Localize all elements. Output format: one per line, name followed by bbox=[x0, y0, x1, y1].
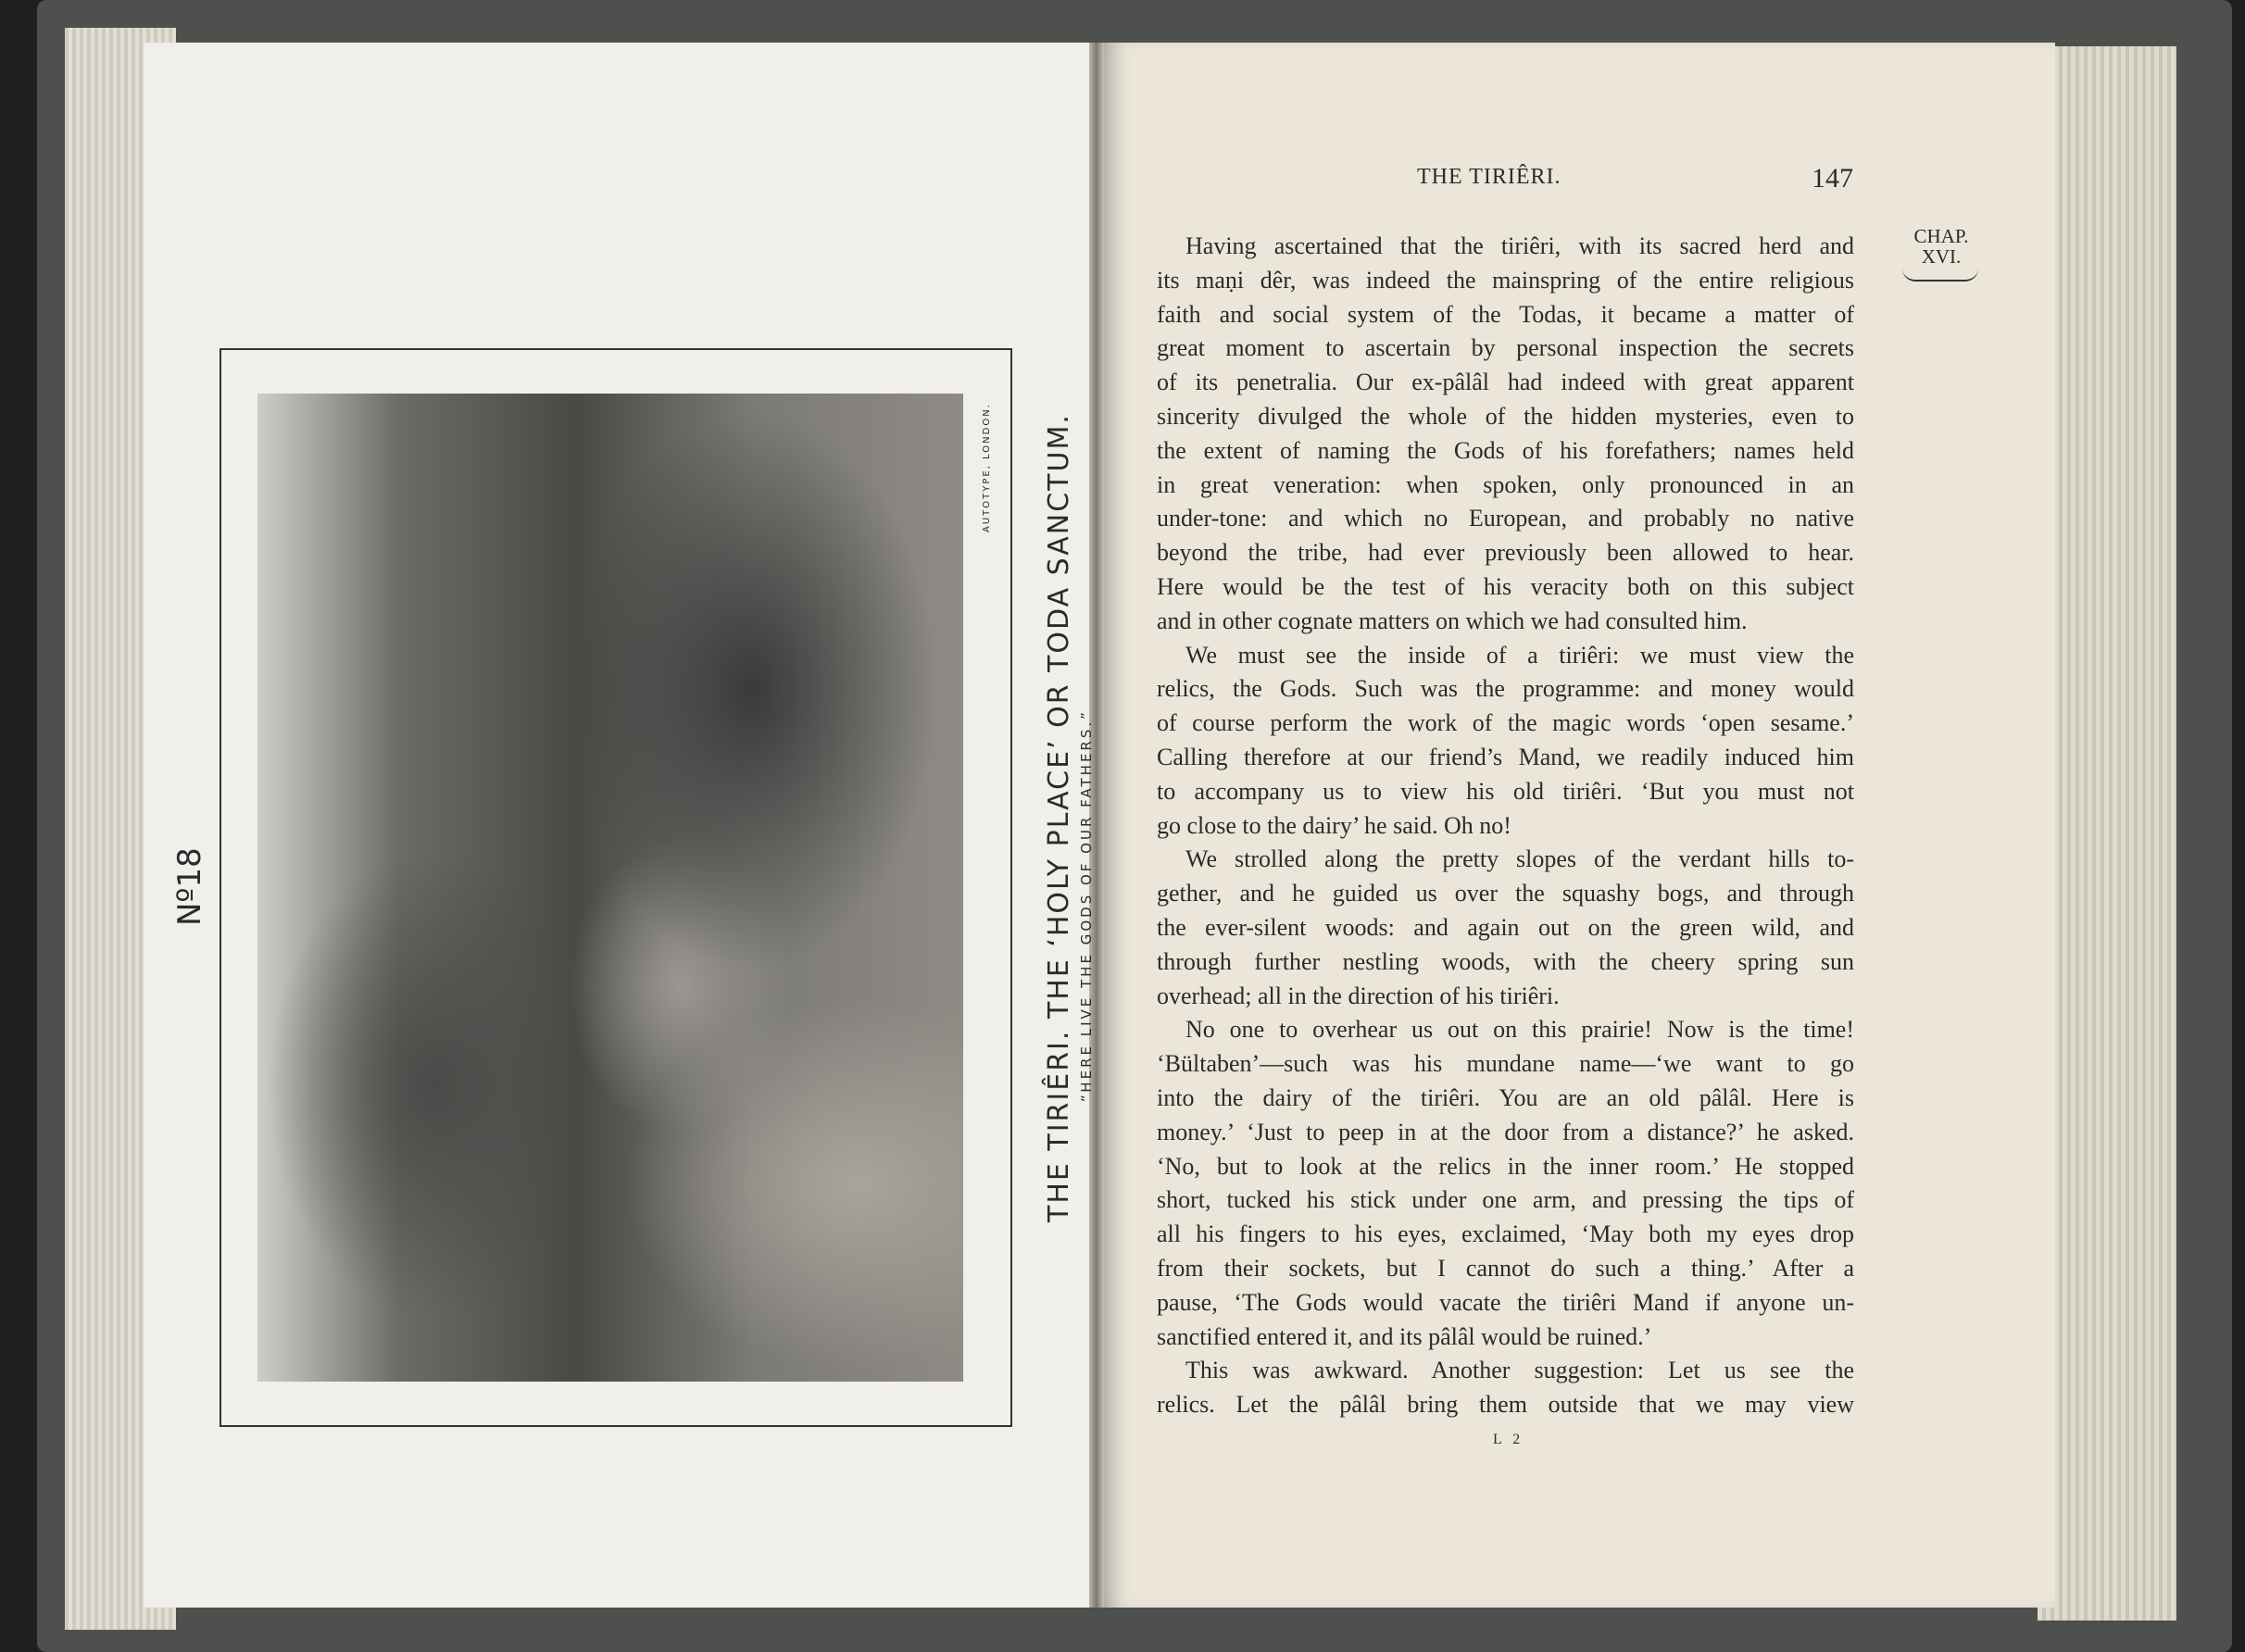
text-line: go close to the dairy’ he said. Oh no! bbox=[1157, 811, 1511, 839]
text-line: money.’ ‘Just to peep in at the door from a distance?’ he asked. bbox=[1157, 1118, 1854, 1145]
page-edges-right bbox=[2038, 46, 2176, 1621]
printer-signature: L 2 bbox=[1493, 1432, 1524, 1447]
text-line: under-tone: and which no European, and probably no native bbox=[1157, 505, 1854, 532]
text-line: great moment to ascertain by personal inspection the secrets bbox=[1157, 334, 1854, 362]
brace-mark bbox=[1902, 269, 1978, 282]
margin-note-chap: CHAP. bbox=[1913, 225, 1969, 247]
text-line: We strolled along the pretty slopes of the verdant hills to- bbox=[1185, 845, 1854, 873]
text-line: We must see the inside of a tiriêri: we must view the bbox=[1185, 641, 1854, 669]
text-line: the extent of naming the Gods of his forefathers; names held bbox=[1157, 436, 1854, 464]
text-line: Here would be the test of his veracity both on this subject bbox=[1157, 572, 1854, 600]
plate-subcaption: “HERE LIVE THE GODS OF OUR FATHERS.” bbox=[1078, 709, 1095, 1102]
text-line: No one to overhear us out on this prairie! Now is the time! bbox=[1185, 1016, 1854, 1044]
text-line: in great veneration: when spoken, only pronounced in an bbox=[1157, 470, 1854, 498]
plate-photograph bbox=[257, 394, 963, 1382]
running-head: THE TIRIÊRI. bbox=[1417, 165, 1561, 189]
text-line: This was awkward. Another suggestion: Let us see the bbox=[1185, 1357, 1854, 1384]
text-line: from their sockets, but I cannot do such a thing.’ After a bbox=[1157, 1254, 1854, 1282]
text-line: of its penetralia. Our ex-pâlâl had indeed with great apparent bbox=[1157, 369, 1854, 396]
plate-number: Nº18 bbox=[171, 847, 208, 926]
text-line: short, tucked his stick under one arm, and pressing the tips of bbox=[1157, 1186, 1854, 1214]
text-line: to accompany us to view his old tiriêri. ‘But you must not bbox=[1157, 777, 1854, 805]
text-line: all his fingers to his eyes, exclaimed, ‘May both my eyes drop bbox=[1157, 1220, 1854, 1248]
text-line: sanctified entered it, and its pâlâl would be ruined.’ bbox=[1157, 1322, 1652, 1350]
text-line: Having ascertained that the tiriêri, with its sacred herd and bbox=[1185, 232, 1854, 259]
margin-note bbox=[1904, 226, 1978, 267]
text-line: sincerity divulged the whole of the hidden mysteries, even to bbox=[1157, 402, 1854, 430]
text-line: into the dairy of the tiriêri. You are an old pâlâl. Here is bbox=[1157, 1083, 1854, 1111]
text-line: and in other cognate matters on which we had consulted him. bbox=[1157, 607, 1748, 634]
body-text bbox=[1157, 230, 1854, 1422]
text-line: faith and social system of the Todas, it became a matter of bbox=[1157, 300, 1854, 328]
text-line: through further nestling woods, with the cheery spring sun bbox=[1157, 947, 1854, 975]
text-line: Calling therefore at our friend’s Mand, we readily induced him bbox=[1157, 743, 1854, 770]
plate-caption: THE TIRIÊRI. THE ‘HOLY PLACE’ OR TODA SANCTUM. bbox=[1043, 413, 1075, 1222]
text-line: ‘Bültaben’—such was his mundane name—‘we want to go bbox=[1157, 1050, 1854, 1078]
text-line: pause, ‘The Gods would vacate the tiriêri Mand if anyone un- bbox=[1157, 1288, 1854, 1316]
text-line: gether, and he guided us over the squashy bogs, and through bbox=[1157, 880, 1854, 907]
photo-credit: AUTOTYPE, LONDON. bbox=[982, 403, 992, 532]
text-line: the ever-silent woods: and again out on the green wild, and bbox=[1157, 913, 1854, 941]
text-line: its maṇi dêr, was indeed the mainspring of the entire religious bbox=[1157, 266, 1854, 294]
margin-note-number: XVI. bbox=[1921, 245, 1962, 268]
text-line: overhead; all in the direction of his tiriêri. bbox=[1157, 982, 1560, 1009]
text-line: of course perform the work of the magic words ‘open sesame.’ bbox=[1157, 709, 1854, 737]
text-line: relics. Let the pâlâl bring them outside that we may view bbox=[1157, 1391, 1854, 1419]
text-line: beyond the tribe, had ever previously been allowed to hear. bbox=[1157, 539, 1854, 567]
page-number: 147 bbox=[1812, 163, 1853, 194]
text-line: relics, the Gods. Such was the programme: and money would bbox=[1157, 675, 1854, 703]
text-line: ‘No, but to look at the relics in the inner room.’ He stopped bbox=[1157, 1152, 1854, 1180]
